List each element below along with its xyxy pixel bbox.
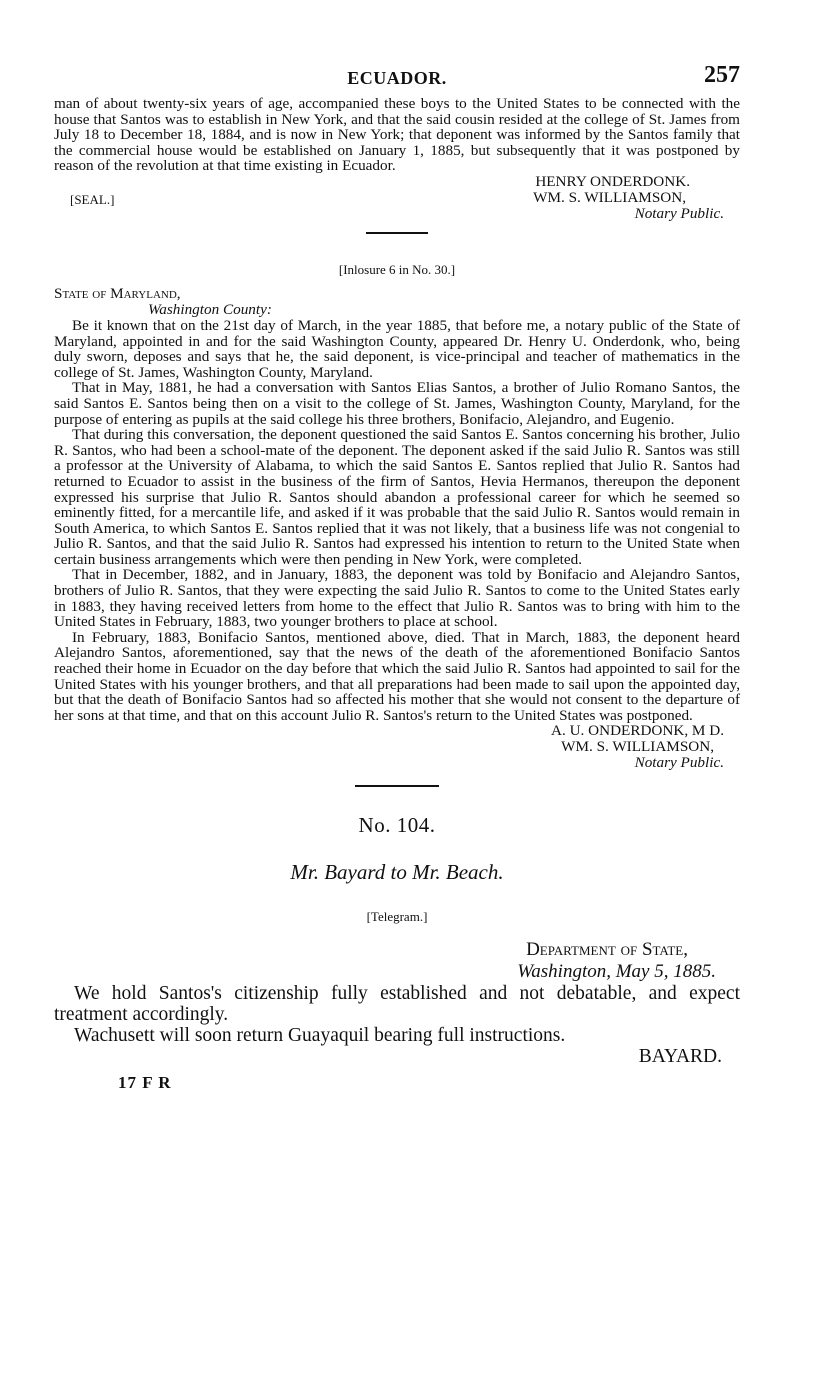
section-divider xyxy=(355,785,439,787)
running-head: ECUADOR. xyxy=(347,68,447,88)
document-number: No. 104. xyxy=(358,813,436,838)
seal-mark: [SEAL.] xyxy=(70,191,115,207)
page-header xyxy=(54,62,740,96)
affidavit-paragraph: That in May, 1881, he had a conversation with Santos Elias Santos, a brother of Julio Romano Santos, the said Santos E. Santos being then on a visit to the college of St. James, Washington County, Maryland, for the purpose of entering as pupils at the said college his three brothers, Bonifacio, Alejandro, and Eugenio. xyxy=(54,379,740,428)
document-title: Mr. Bayard to Mr. Beach. xyxy=(290,860,504,885)
telegram-signer: BAYARD. xyxy=(638,1046,722,1068)
telegram-body: We hold Santos's citizenship fully established and not debatable, and expect treatment accordingly. xyxy=(54,983,740,1026)
first-signature-block xyxy=(54,174,740,222)
dateline xyxy=(54,961,740,983)
second-signature-block xyxy=(54,723,740,771)
signer-name: A. U. ONDERDONK, M D. xyxy=(551,722,724,740)
notary-title: Notary Public. xyxy=(634,754,724,772)
printer-signature-mark: 17 F R xyxy=(118,1073,172,1093)
signer-name: HENRY ONDERDONK. xyxy=(535,172,690,190)
telegram-body: Wachusett will soon return Guayaquil bearing full instructions. xyxy=(74,1025,566,1047)
affidavit-paragraph: Be it known that on the 21st day of March, in the year 1885, that before me, a notary public of the State of Maryland, appointed in and for the said Washington County, appeared Dr. Henry U. Onderdonk, who, being duly sworn, deposes and says that he, the said deponent, is vice-principal and teacher of mathematics in the college of St. James, Washington County, Maryland. xyxy=(54,316,740,381)
state-heading: State of Maryland, xyxy=(54,284,181,302)
affidavit-paragraph: That in December, 1882, and in January, 1883, the deponent was told by Bonifacio and Alejandro Santos, brothers of Julio R. Santos, that they were expecting the said Julio R. Santos to come to the United States early in 1883, they having received letters from home to the effect that Julio R. Santos was to bring with him to the United States in February, 1883, two younger brothers to place at school. xyxy=(54,566,740,631)
dateline-date: May 5, 1885. xyxy=(615,961,716,983)
document-page xyxy=(54,62,740,1093)
county-heading: Washington County: xyxy=(148,300,272,318)
section-divider xyxy=(366,232,428,234)
notary-name: WM. S. WILLIAMSON, xyxy=(561,738,714,756)
page-number: 257 xyxy=(704,62,740,88)
continued-paragraph: man of about twenty-six years of age, accompanied these boys to the United States to be connected with the house that Santos was to establish in New York, and that the said cousin resided at the college of St. James from July 18 to December 18, 1884, and is now in New York; that deponent was informed by the Santos family that the commercial house would be established on January 1, 1885, but subsequently that it was postponed by reason of the revolution at that time existing in Ecuador. xyxy=(54,95,740,175)
inclosure-heading: [Inlosure 6 in No. 30.] xyxy=(338,261,456,277)
affidavit-paragraph: In February, 1883, Bonifacio Santos, mentioned above, died. That in March, 1883, the deponent heard Alejandro Santos, aforementioned, say that the news of the death of the aforementioned Bonifacio Santos reached their home in Ecuador on the day before that which the said Julio R. Santos had appointed to sail for the United States with his younger brothers, and that all preparations had been made to sail upon the appointed day, but that the death of Bonifacio Santos had so affected his mother that she would not consent to the departure of her sons at that time, and that on this account Julio R. Santos's return to the United States was postponed. xyxy=(54,628,740,724)
affidavit-paragraph: That during this conversation, the deponent questioned the said Santos E. Santos concerning his brother, Julio R. Santos, who had been a school-mate of the deponent. The deponent asked if the said Julio R. Santos was still a professor at the University of Alabama, to which the said Santos E. Santos replied that Julio R. Santos had returned to Ecuador to assist in the business of the firm of Santos, Hevia Hermanos, thereupon the deponent expressed his surprise that Julio R. Santos should abandon a professional career for which he seemed so eminently fitted, for a mercantile life, and asked if it was probable that the said Julio R. Santos would remain in South America, to which Santos E. Santos replied that it was not likely, that a business life was not congenial to Julio R. Santos, and that the said Julio R. Santos had expressed his intention to return to the United State when certain business arrangements which were then pending in New York, were completed. xyxy=(54,426,740,568)
dateline-place: Washington, xyxy=(517,961,611,983)
telegram-label: [Telegram.] xyxy=(366,909,428,925)
department-heading: Department of State, xyxy=(526,939,688,961)
notary-title: Notary Public. xyxy=(634,204,724,222)
notary-name: WM. S. WILLIAMSON, xyxy=(533,188,686,206)
